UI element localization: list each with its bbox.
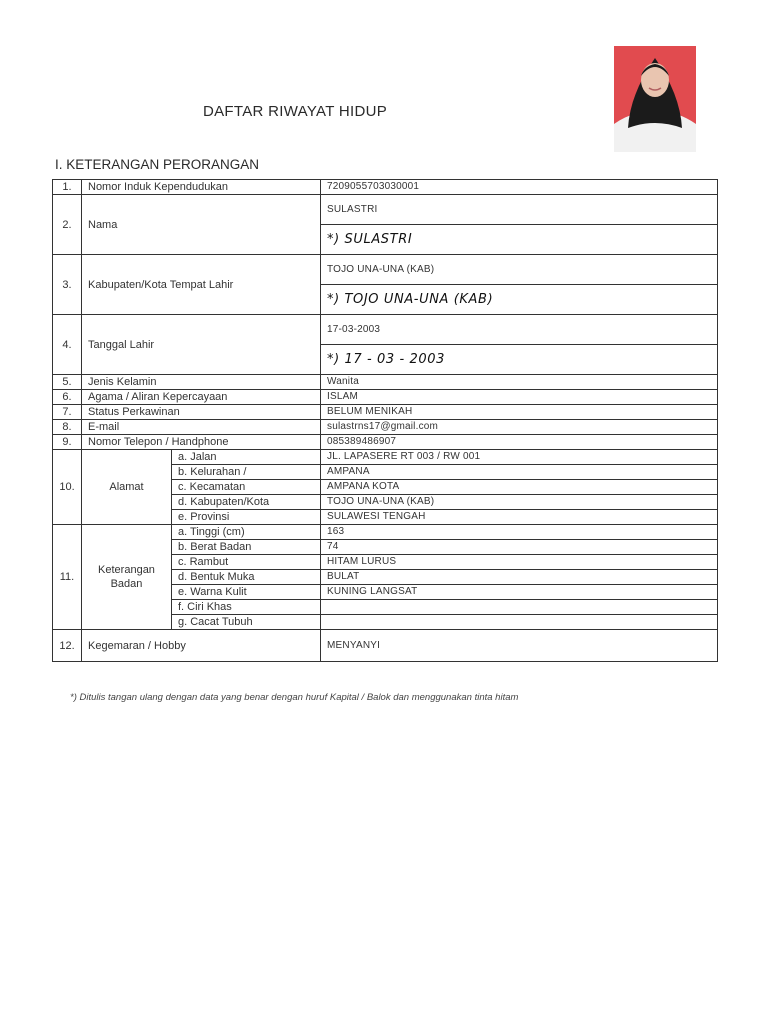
field-label: Nomor Telepon / Handphone xyxy=(82,435,321,450)
field-value: 163 xyxy=(321,525,718,540)
field-label: Kegemaran / Hobby xyxy=(82,630,321,662)
row-number: 2. xyxy=(53,195,82,255)
row-number: 1. xyxy=(53,180,82,195)
field-value: 74 xyxy=(321,540,718,555)
table-row xyxy=(53,450,718,465)
sub-label: c. Kecamatan xyxy=(172,480,321,495)
table-row xyxy=(53,525,718,540)
field-value-phone: 085389486907 xyxy=(321,435,718,450)
field-label: Agama / Aliran Kepercayaan xyxy=(82,390,321,405)
table-row xyxy=(53,435,718,450)
group-label-body xyxy=(82,525,172,630)
field-label: Nomor Induk Kependudukan xyxy=(82,180,321,195)
field-value: Wanita xyxy=(321,375,718,390)
field-value: AMPANA KOTA xyxy=(321,480,718,495)
personal-info-table xyxy=(52,179,718,662)
table-row xyxy=(53,315,718,345)
table-row xyxy=(53,195,718,225)
section-title: I. KETERANGAN PERORANGAN xyxy=(55,157,260,172)
table-row xyxy=(53,405,718,420)
row-number: 9. xyxy=(53,435,82,450)
sub-label: c. Rambut xyxy=(172,555,321,570)
field-value: MENYANYI xyxy=(321,630,718,662)
row-number: 12. xyxy=(53,630,82,662)
row-number: 10. xyxy=(53,450,82,525)
row-number: 6. xyxy=(53,390,82,405)
field-label: Tanggal Lahir xyxy=(82,315,321,375)
sub-label: a. Jalan xyxy=(172,450,321,465)
field-value: TOJO UNA-UNA (KAB) xyxy=(321,255,718,285)
document-title: DAFTAR RIWAYAT HIDUP xyxy=(203,103,388,120)
sub-label: e. Warna Kulit xyxy=(172,585,321,600)
field-value xyxy=(321,615,718,630)
row-number: 3. xyxy=(53,255,82,315)
field-value: BELUM MENIKAH xyxy=(321,405,718,420)
field-value: TOJO UNA-UNA (KAB) xyxy=(321,495,718,510)
row-number: 7. xyxy=(53,405,82,420)
field-value: HITAM LURUS xyxy=(321,555,718,570)
field-label: Status Perkawinan xyxy=(82,405,321,420)
table-row xyxy=(53,630,718,662)
person-portrait-icon xyxy=(614,46,696,152)
field-value: SULAWESI TENGAH xyxy=(321,510,718,525)
handwritten-value: *) SULASTRI xyxy=(321,225,718,255)
footnote: *) Ditulis tangan ulang dengan data yang benar dengan huruf Kapital / Balok dan menggunakan tinta hitam xyxy=(70,692,519,703)
field-value xyxy=(321,600,718,615)
field-label: E-mail xyxy=(82,420,321,435)
field-value: 17-03-2003 xyxy=(321,315,718,345)
field-label: Nama xyxy=(82,195,321,255)
profile-photo xyxy=(614,46,696,152)
table-row xyxy=(53,420,718,435)
field-value: 7209055703030001 xyxy=(321,180,718,195)
sub-label: d. Kabupaten/Kota xyxy=(172,495,321,510)
row-number: 8. xyxy=(53,420,82,435)
field-value: KUNING LANGSAT xyxy=(321,585,718,600)
row-number: 4. xyxy=(53,315,82,375)
field-value: JL. LAPASERE RT 003 / RW 001 xyxy=(321,450,718,465)
table-row xyxy=(53,180,718,195)
field-value: AMPANA xyxy=(321,465,718,480)
field-value-email: sulastrns17@gmail.com xyxy=(321,420,718,435)
field-value: ISLAM xyxy=(321,390,718,405)
handwritten-value: *) TOJO UNA-UNA (KAB) xyxy=(321,285,718,315)
group-label-address: Alamat xyxy=(82,450,172,525)
sub-label: a. Tinggi (cm) xyxy=(172,525,321,540)
sub-label: e. Provinsi xyxy=(172,510,321,525)
handwritten-value: *) 17 - 03 - 2003 xyxy=(321,345,718,375)
sub-label: f. Ciri Khas xyxy=(172,600,321,615)
row-number: 5. xyxy=(53,375,82,390)
field-value: SULASTRI xyxy=(321,195,718,225)
sub-label: g. Cacat Tubuh xyxy=(172,615,321,630)
sub-label: b. Berat Badan xyxy=(172,540,321,555)
table-row xyxy=(53,375,718,390)
field-label: Jenis Kelamin xyxy=(82,375,321,390)
sub-label: b. Kelurahan / xyxy=(172,465,321,480)
field-label: Kabupaten/Kota Tempat Lahir xyxy=(82,255,321,315)
field-value: BULAT xyxy=(321,570,718,585)
table-row xyxy=(53,255,718,285)
sub-label: d. Bentuk Muka xyxy=(172,570,321,585)
group-label-line: Badan xyxy=(110,578,143,590)
group-label-line: Keterangan xyxy=(98,564,155,576)
row-number: 11. xyxy=(53,525,82,630)
table-row xyxy=(53,390,718,405)
